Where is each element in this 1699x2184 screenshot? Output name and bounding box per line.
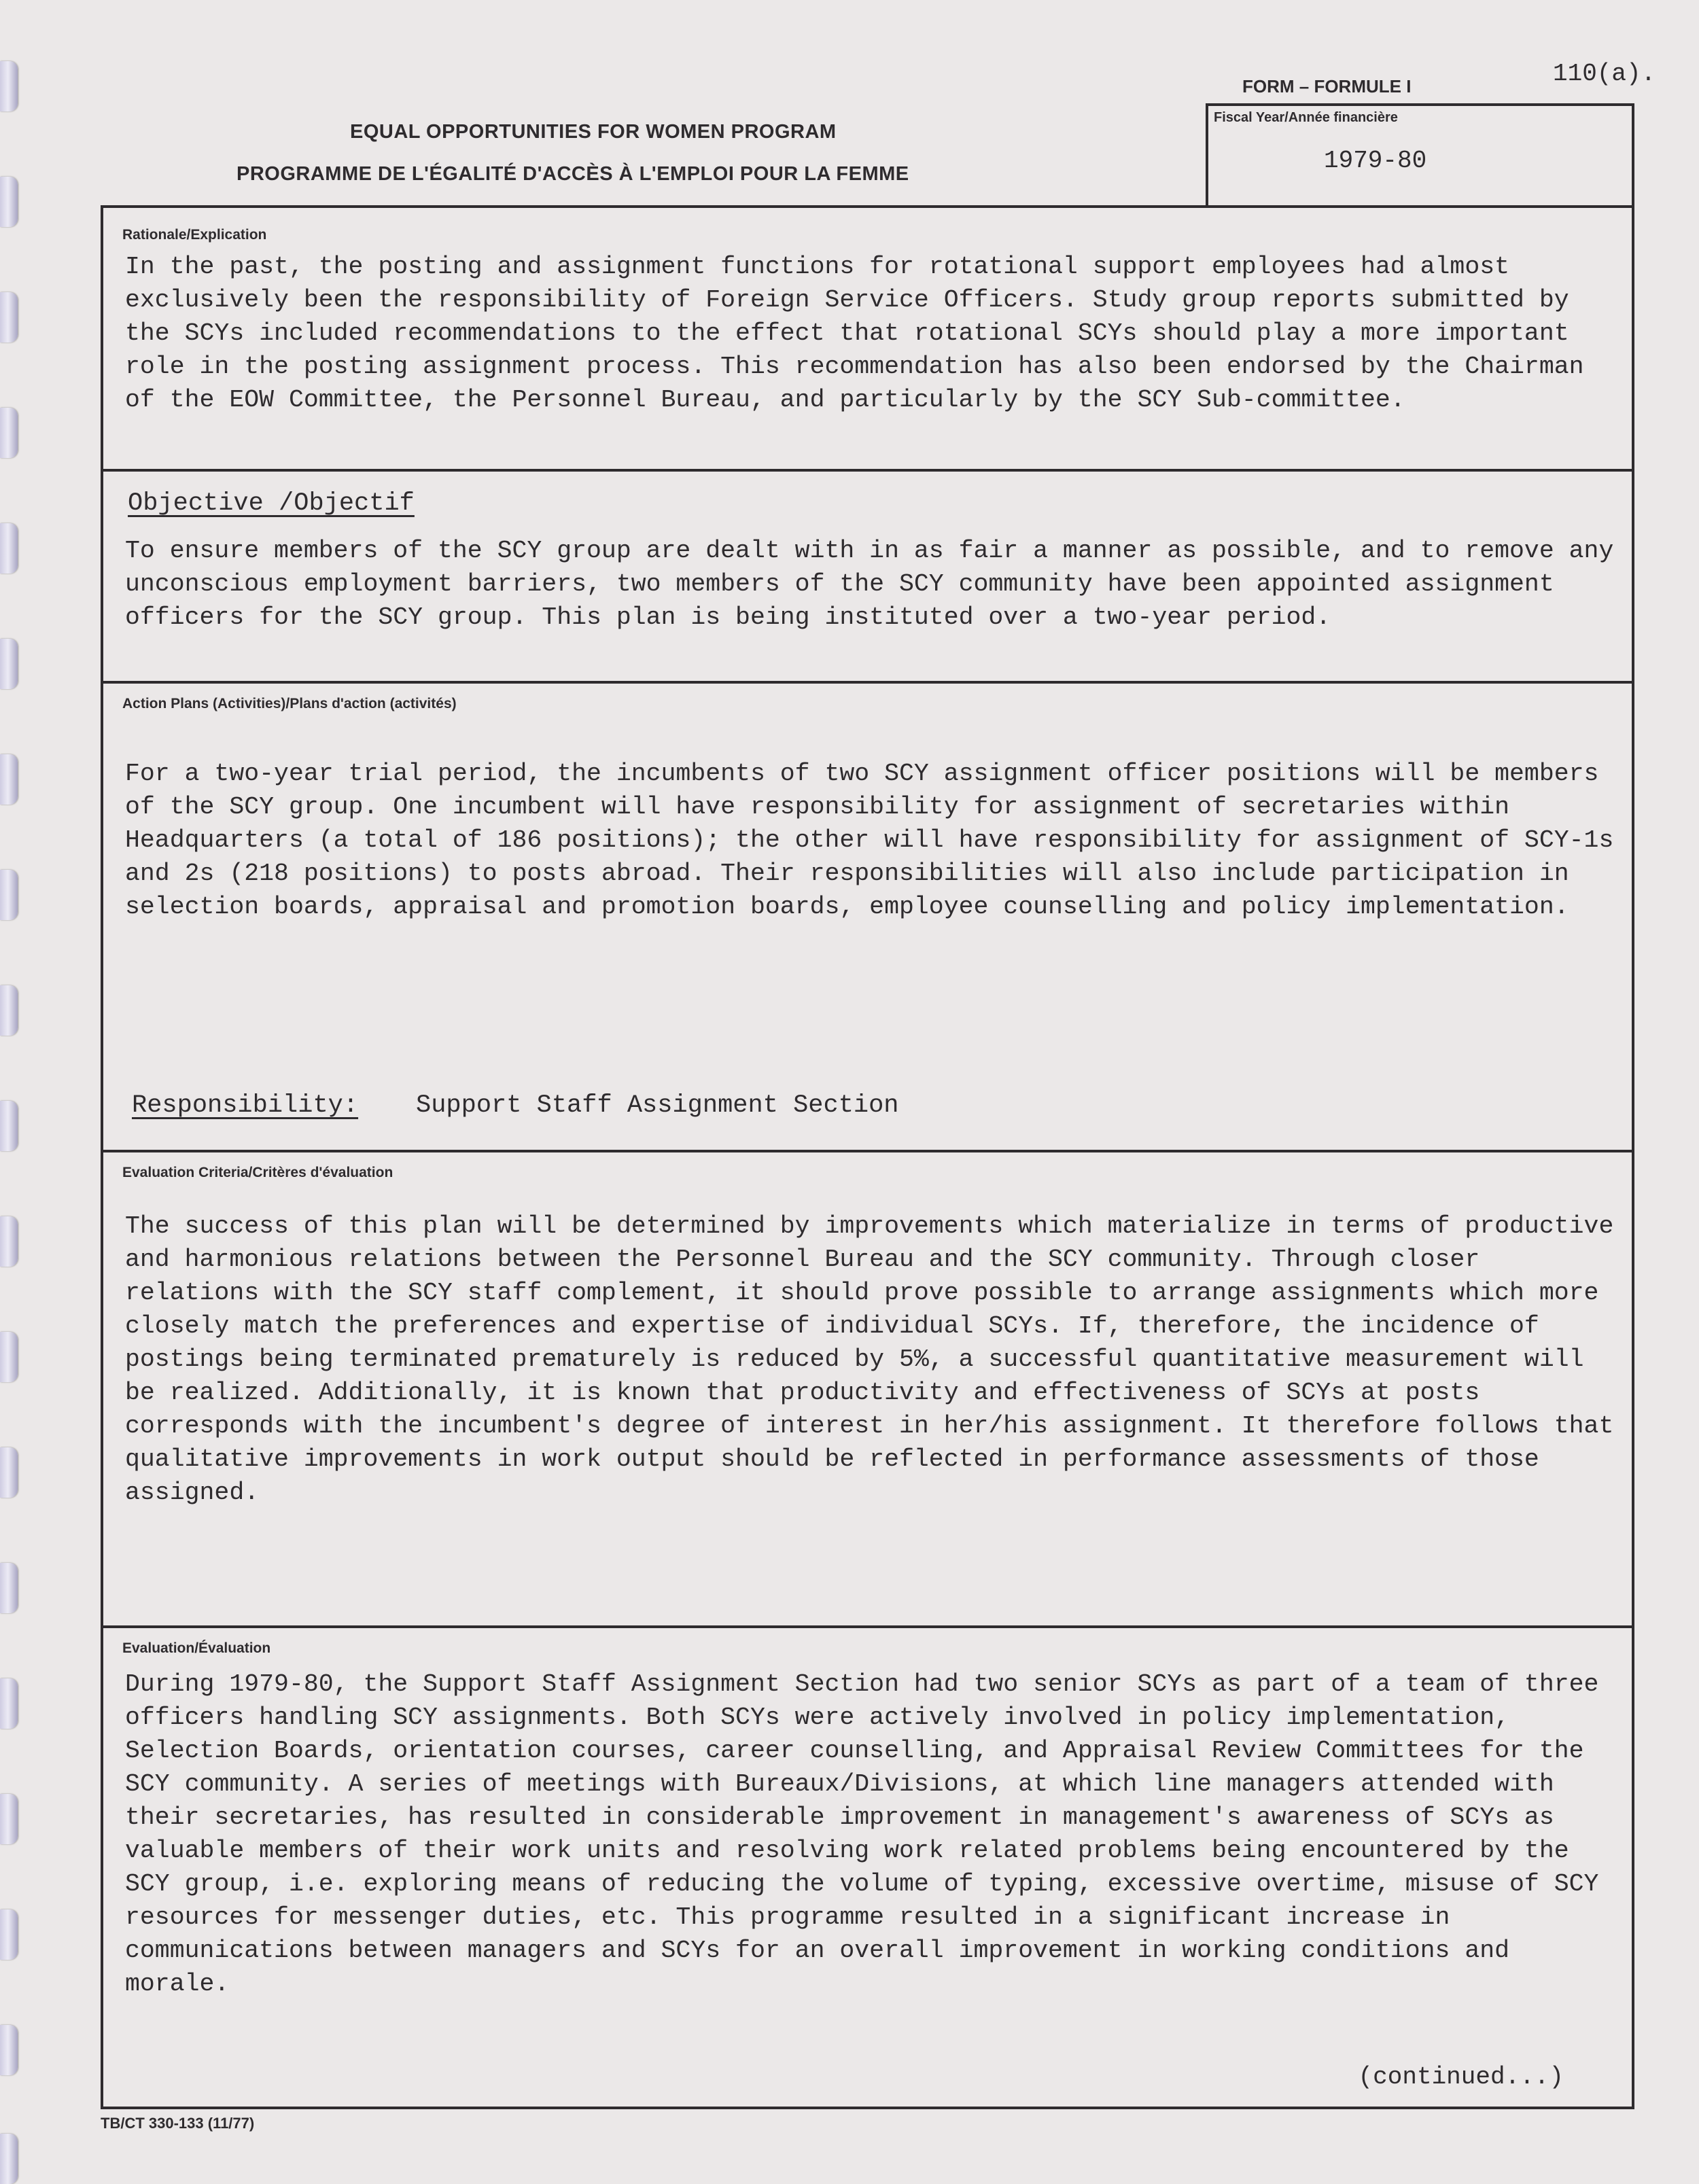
action-plans-label: Action Plans (Activities)/Plans d'action (activités) — [122, 696, 457, 711]
action-plans-text: For a two-year trial period, the incumbents of two SCY assignment officer positions will be members of the SCY group. One incumbent will have responsibility for assignment of secretaries within Headquarters (a total of 186 positions); the other will have responsibility for assignment of SCY-1s and 2s (218 positions) to posts abroad. Their responsibilities will also include participation in selection boards, appraisal and promotion boards, employee counselling and policy implementation. — [125, 760, 1614, 921]
binding-ring — [0, 523, 18, 574]
binding-ring — [0, 1678, 18, 1729]
evaluation-text: During 1979-80, the Support Staff Assignment Section had two senior SCYs as part of a team of three officers handling SCY assignments. Both SCYs were actively involved in policy implementation, Selection Boards, orientation courses, career counselling, and Appraisal Review Committees for the SCY community. A series of meetings with Bureaux/Divisions, at which line managers attended with their secretaries, has resulted in considerable improvement in management's awareness of SCYs as valuable members of their work units and resolving work related problems being encountered by the SCY group, i.e. exploring means of reducing the volume of typing, excessive overtime, misuse of SCY resources for messenger duties, etc. This programme resulted in a significant increase in communications between managers and SCYs for an overall improvement in working conditions and morale. — [125, 1670, 1599, 1998]
binding-ring — [0, 1909, 18, 1960]
program-title-fr: PROGRAMME DE L'ÉGALITÉ D'ACCÈS À L'EMPLOI POUR LA FEMME — [237, 163, 909, 185]
binding-ring — [0, 292, 18, 342]
fiscal-year-value: 1979-80 — [1324, 147, 1427, 175]
binding-ring — [0, 639, 18, 689]
rationale-section — [103, 208, 1632, 472]
evaluation-criteria-section — [103, 1152, 1632, 1628]
binding-ring — [0, 754, 18, 805]
binding-ring — [0, 2134, 18, 2184]
binding-ring — [0, 1332, 18, 1382]
evaluation-label: Evaluation/Évaluation — [122, 1640, 271, 1656]
form-code: TB/CT 330-133 (11/77) — [101, 2115, 255, 2132]
objective-label: Objective /Objectif — [128, 489, 415, 518]
binding-ring — [0, 1216, 18, 1267]
page-number: 110(a). — [1553, 60, 1656, 88]
rationale-text: In the past, the posting and assignment functions for rotational support employees had almost exclusively been the responsibility of Foreign Service Officers. Study group reports submitted by the SCYs included recommendations to the effect that rotational SCYs should play a more important role in the posting assignment process. This recommendation has also been endorsed by the Chairman of the EOW Committee, the Personnel Bureau, and particularly by the SCY Sub-committee. — [125, 253, 1584, 414]
responsibility-value: Support Staff Assignment Section — [416, 1091, 899, 1120]
binding-ring — [0, 1794, 18, 1844]
objective-section — [103, 472, 1632, 684]
fiscal-year-box — [1206, 103, 1634, 205]
binding-ring — [0, 177, 18, 227]
responsibility-label: Responsibility: — [132, 1091, 359, 1120]
binding-ring — [0, 1563, 18, 1613]
action-plans-section — [103, 684, 1632, 1152]
binding-ring — [0, 408, 18, 458]
program-title-en: EQUAL OPPORTUNITIES FOR WOMEN PROGRAM — [350, 121, 837, 143]
binding-ring — [0, 2025, 18, 2075]
evaluation-criteria-label: Evaluation Criteria/Critères d'évaluation — [122, 1165, 393, 1180]
continued-note: (continued...) — [1358, 2063, 1564, 2091]
form-body — [101, 205, 1634, 2109]
binding-ring — [0, 870, 18, 920]
binding-ring — [0, 61, 18, 111]
spiral-binding — [0, 41, 27, 2174]
rationale-label: Rationale/Explication — [122, 227, 267, 243]
binding-ring — [0, 1101, 18, 1151]
fiscal-year-label: Fiscal Year/Année financière — [1214, 110, 1398, 125]
evaluation-criteria-text: The success of this plan will be determined by improvements which materialize in terms of productive and harmonious relations between the Personnel Bureau and the SCY community. Through closer relations with the SCY staff complement, it should prove possible to arrange assignments which more closely match the preferences and expertise of individual SCYs. If, therefore, the incidence of postings being terminated prematurely is reduced by 5%, a successful quantitative measurement will be realized. Additionally, it is known that productivity and effectiveness of SCYs at posts corresponds with the incumbent's degree of interest in her/his assignment. It therefore follows that qualitative improvements in work output should be reflected in performance assessments of those assigned. — [125, 1212, 1614, 1507]
objective-text: To ensure members of the SCY group are dealt with in as fair a manner as possible, and to remove any unconscious employment barriers, two members of the SCY community have been appointed assignment officers for the SCY group. This plan is being instituted over a two-year period. — [125, 537, 1614, 631]
binding-ring — [0, 1447, 18, 1498]
form-label: FORM – FORMULE I — [1242, 76, 1412, 96]
evaluation-section — [103, 1628, 1632, 2107]
binding-ring — [0, 985, 18, 1036]
